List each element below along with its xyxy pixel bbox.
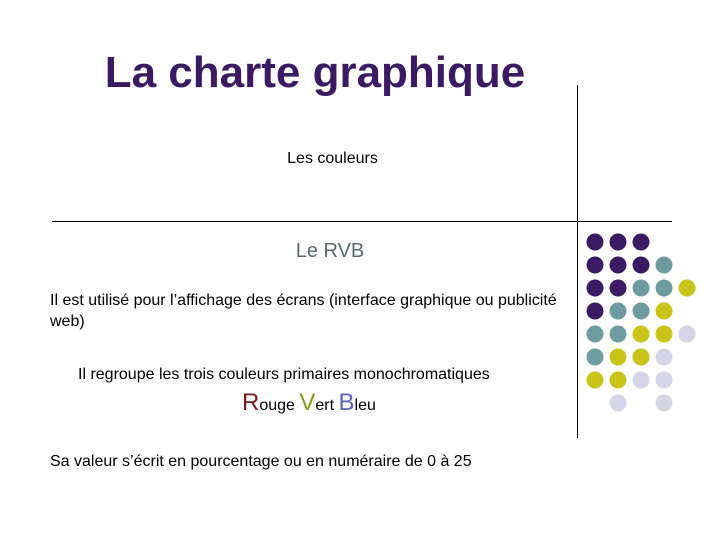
- dot-lavender: [610, 395, 627, 412]
- paragraph-primaries: Il regroupe les trois couleurs primaires monochromatiques: [78, 366, 490, 383]
- dot-teal: [610, 303, 627, 320]
- vert-rest: ert: [315, 397, 335, 414]
- dot-purple: [610, 280, 627, 297]
- dot-yellow: [656, 326, 673, 343]
- rouge-initial: R: [242, 389, 260, 416]
- dot-purple: [587, 257, 604, 274]
- dot-yellow: [633, 349, 650, 366]
- section-heading: Le RVB: [295, 240, 365, 262]
- dot-lavender: [656, 372, 673, 389]
- dot-purple: [587, 234, 604, 251]
- dot-lavender: [656, 395, 673, 412]
- dot-teal: [610, 326, 627, 343]
- dot-purple: [633, 257, 650, 274]
- bleu-rest: leu: [354, 397, 376, 414]
- dot-teal: [633, 280, 650, 297]
- rvb-line: [242, 389, 376, 417]
- dot-purple: [610, 234, 627, 251]
- dot-lavender: [656, 349, 673, 366]
- dot-yellow: [610, 372, 627, 389]
- dot-teal: [587, 326, 604, 343]
- dot-teal: [656, 280, 673, 297]
- dot-lavender: [679, 326, 696, 343]
- bleu-initial: B: [338, 389, 355, 416]
- vert-initial: V: [299, 389, 316, 416]
- dot-yellow: [679, 280, 696, 297]
- rouge-rest: ouge: [259, 397, 295, 414]
- horizontal-divider: [52, 221, 672, 222]
- vertical-divider: [577, 85, 578, 438]
- dot-yellow: [656, 303, 673, 320]
- decorative-dot-grid: [585, 230, 705, 415]
- dot-purple: [587, 303, 604, 320]
- dot-purple: [633, 234, 650, 251]
- dot-purple: [610, 257, 627, 274]
- dot-yellow: [633, 326, 650, 343]
- dot-purple: [587, 280, 604, 297]
- dot-yellow: [610, 349, 627, 366]
- paragraph-value: Sa valeur s’écrit en pourcentage ou en numéraire de 0 à 25: [50, 453, 472, 470]
- paragraph-usage: Il est utilisé pour l’affichage des écrans (interface graphique ou publicité web): [50, 292, 557, 330]
- dot-yellow: [587, 372, 604, 389]
- slide-title: La charte graphique: [104, 48, 526, 97]
- dot-teal: [587, 349, 604, 366]
- slide-subtitle: Les couleurs: [287, 150, 378, 167]
- dot-lavender: [633, 372, 650, 389]
- dot-teal: [656, 257, 673, 274]
- dot-teal: [633, 303, 650, 320]
